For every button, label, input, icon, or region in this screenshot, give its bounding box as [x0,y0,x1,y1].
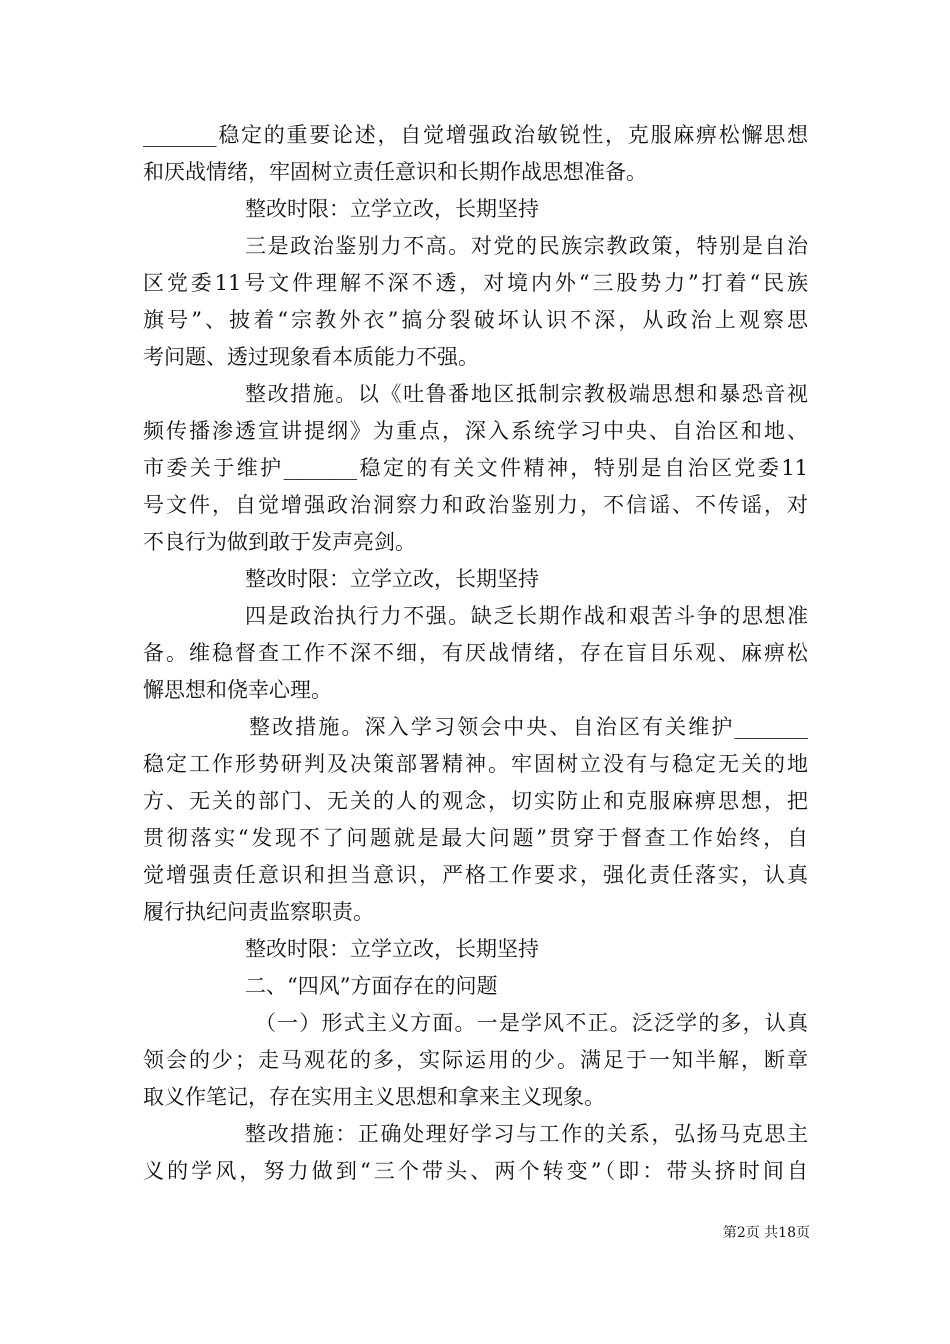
document-body [143,117,808,1190]
section-heading: 二、“四风”方面存在的问题 [245,974,498,998]
text-line-21: 觉增强责任意识和担当意识，严格工作要求，强化责任落实，认真 [143,863,808,887]
text-line-1: _______稳定的重要论述，自觉增强政治敏锐性，克服麻痹松懈思想 [143,123,808,147]
text-line-14: 四是政治执行力不强。缺乏长期作战和艰苦斗争的思想准 [245,604,808,628]
text-line-8: 整改措施。以《吐鲁番地区抵制宗教极端思想和暴恐音视 [245,382,808,406]
text-line-3: 整改时限：立学立改，长期坚持 [245,197,539,221]
text-line-16: 懈思想和侥幸心理。 [143,678,332,702]
text-line-23: 整改时限：立学立改，长期坚持 [245,937,539,961]
text-line-19: 方、无关的部门、无关的人的观念，切实防止和克服麻痹思想，把 [143,789,808,813]
text-line-28: 整改措施：正确处理好学习与工作的关系，弘扬马克思主 [245,1122,808,1146]
text-line-7: 考问题、透过现象看本质能力不强。 [143,345,479,369]
text-line-17: 整改措施。深入学习领会中央、自治区有关维护_______ [249,715,808,739]
text-line-5: 区党委11号文件理解不深不透，对境内外“三股势力”打着“民族 [143,271,808,295]
text-line-4: 三是政治鉴别力不高。对党的民族宗教政策，特别是自治 [245,234,808,258]
text-line-11: 号文件，自觉增强政治洞察力和政治鉴别力，不信谣、不传谣，对 [143,493,808,517]
text-line-12: 不良行为做到敢于发声亮剑。 [143,530,416,554]
text-line-6: 旗号”、披着“宗教外衣”搞分裂破坏认识不深，从政治上观察思 [143,308,808,332]
text-line-26: 领会的少；走马观花的多，实际运用的少。满足于一知半解，断章 [143,1048,808,1072]
text-line-10: 市委关于维护_______稳定的有关文件精神，特别是自治区党委11 [143,456,808,480]
text-line-20: 贯彻落实“发现不了问题就是最大问题”贯穿于督查工作始终，自 [143,826,808,850]
text-line-2: 和厌战情绪，牢固树立责任意识和长期作战思想准备。 [143,160,647,184]
text-line-18: 稳定工作形势研判及决策部署精神。牢固树立没有与稳定无关的地 [143,752,808,776]
text-line-22: 履行执纪问责监察职责。 [143,900,374,924]
text-line-29: 义的学风，努力做到“三个带头、两个转变”（即：带头挤时间自 [143,1159,808,1183]
text-line-9: 频传播渗透宣讲提纲》为重点，深入系统学习中央、自治区和地、 [143,419,808,443]
text-line-25: （一）形式主义方面。一是学风不正。泛泛学的多，认真 [255,1011,808,1035]
text-line-15: 备。维稳督查工作不深不细，有厌战情绪，存在盲目乐观、麻痹松 [143,641,808,665]
text-line-27: 取义作笔记，存在实用主义思想和拿来主义现象。 [143,1085,605,1109]
page-number-footer: 第2页 共18页 [722,1225,810,1241]
text-line-13: 整改时限：立学立改，长期坚持 [245,567,539,591]
